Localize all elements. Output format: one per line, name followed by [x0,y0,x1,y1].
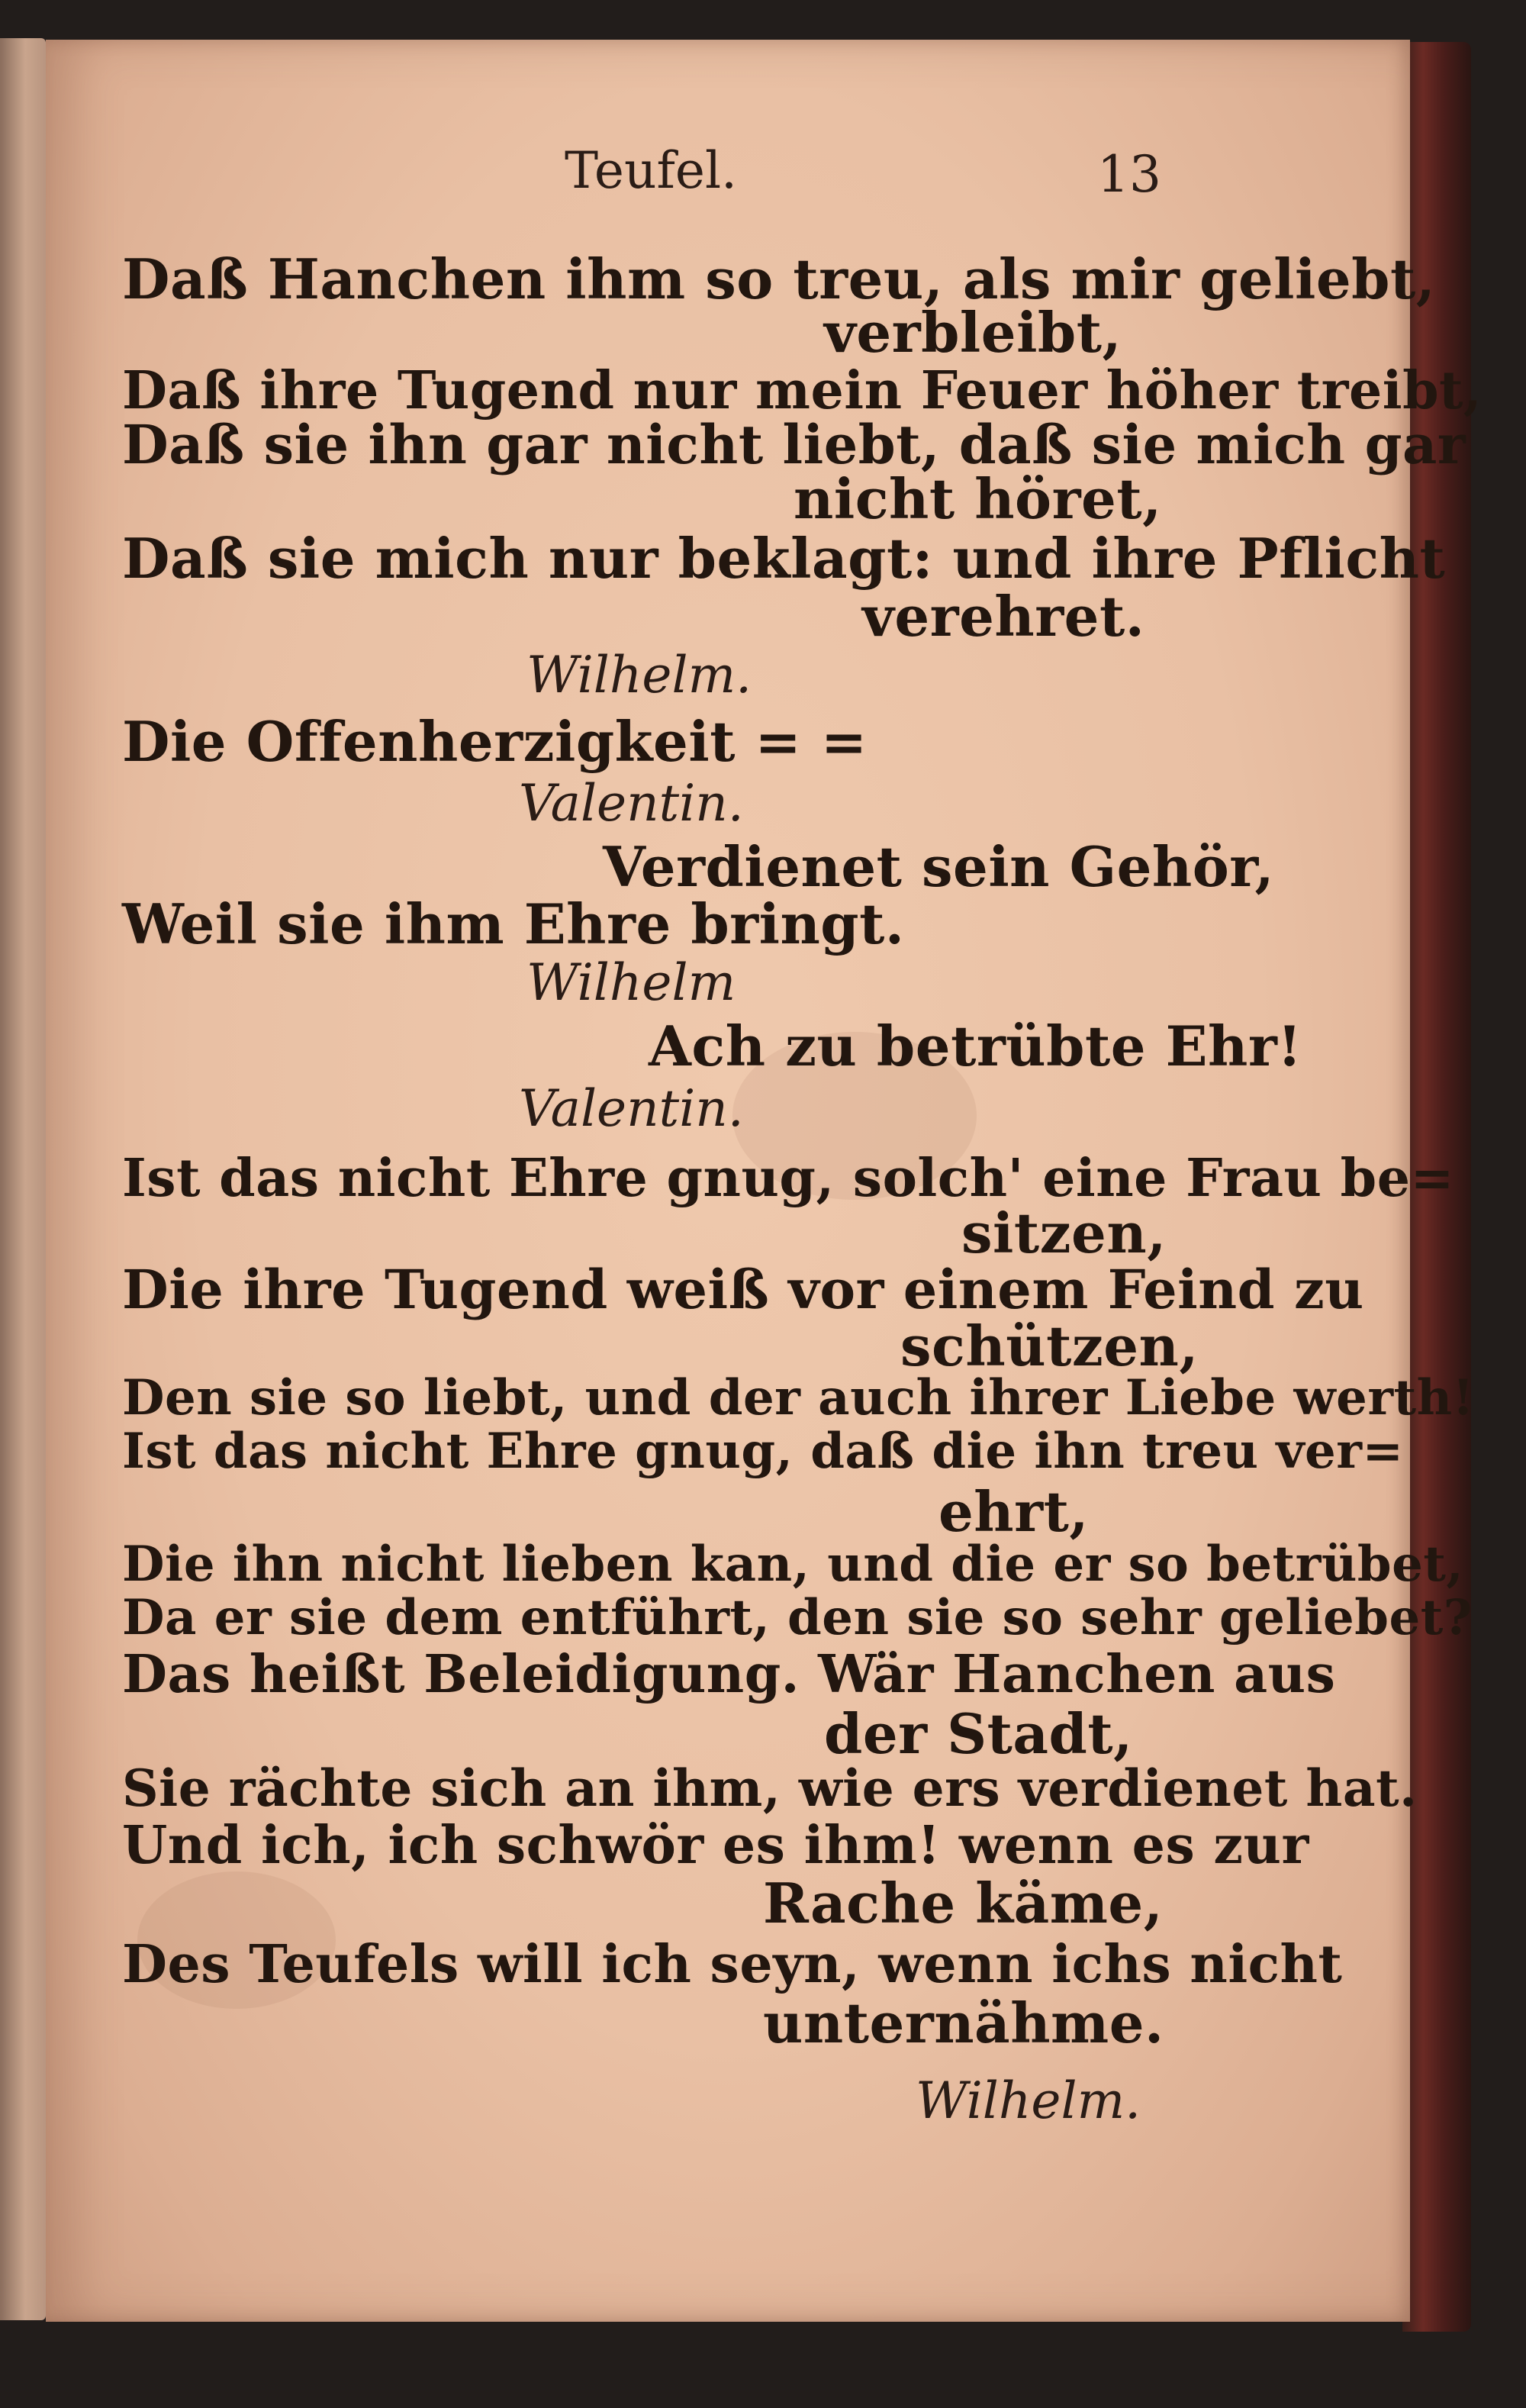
verse-line: Ach zu betrübte Ehr! [649,1014,1302,1078]
verse-turnover: nicht höret, [794,466,1162,531]
page-number: 13 [1097,145,1161,204]
verse-line: Verdienet sein Gehör, [603,834,1275,899]
speaker-name: Valentin. [519,774,744,833]
verse-line: Sie rächte sich an ihm, wie ers verdienet hat. [122,1758,1418,1818]
verse-turnover: Rache käme, [763,1871,1164,1936]
speaker-name: Wilhelm. [916,2071,1141,2130]
verse-line: Das heißt Beleidigung. Wär Hanchen aus [122,1644,1336,1705]
verse-turnover: schützen, [900,1314,1199,1378]
verse-line: Daß sie ihn gar nicht liebt, daß sie mich gar [122,413,1466,476]
speaker-name: Wilhelm [526,953,736,1012]
verse-turnover: der Stadt, [824,1701,1133,1766]
verse-line: Daß ihre Tugend nur mein Feuer höher treibt, [122,360,1483,421]
verse-line: Die ihn nicht lieben kan, und die er so betrübet, [122,1536,1464,1593]
verse-line: Des Teufels will ich seyn, wenn ichs nicht [122,1934,1343,1995]
verse-turnover: ehrt, [938,1479,1089,1544]
verse-line: Da er sie dem entführt, den sie so sehr geliebet? [122,1589,1473,1646]
verse-turnover: sitzen, [961,1201,1167,1265]
verse-line: Daß sie mich nur beklagt: und ihre Pflicht [122,526,1446,591]
verse-line: Und ich, ich schwör es ihm! wenn es zur [122,1815,1309,1876]
verse-line: Ist das nicht Ehre gnug, daß die ihn treu ver= [122,1423,1404,1480]
previous-page-edge [0,38,46,2320]
verse-line: Den sie so liebt, und der auch ihrer Liebe werth! [122,1369,1475,1426]
verse-line: Daß Hanchen ihm so treu, als mir geliebt, [122,247,1436,311]
verse-turnover: verehret. [862,584,1145,649]
verse-line: Die ihre Tugend weiß vor einem Feind zu [122,1258,1364,1321]
verse-turnover: verbleibt, [824,300,1122,365]
running-head: Teufel. [565,141,738,200]
verse-line: Die Offenherzigkeit = = [122,709,868,774]
speaker-name: Wilhelm. [526,646,752,704]
speaker-name: Valentin. [519,1079,744,1138]
verse-line: Ist das nicht Ehre gnug, solch' eine Frau be= [122,1148,1454,1209]
verse-turnover: unternähme. [763,1991,1164,2055]
verse-line: Weil sie ihm Ehre bringt. [122,891,905,956]
